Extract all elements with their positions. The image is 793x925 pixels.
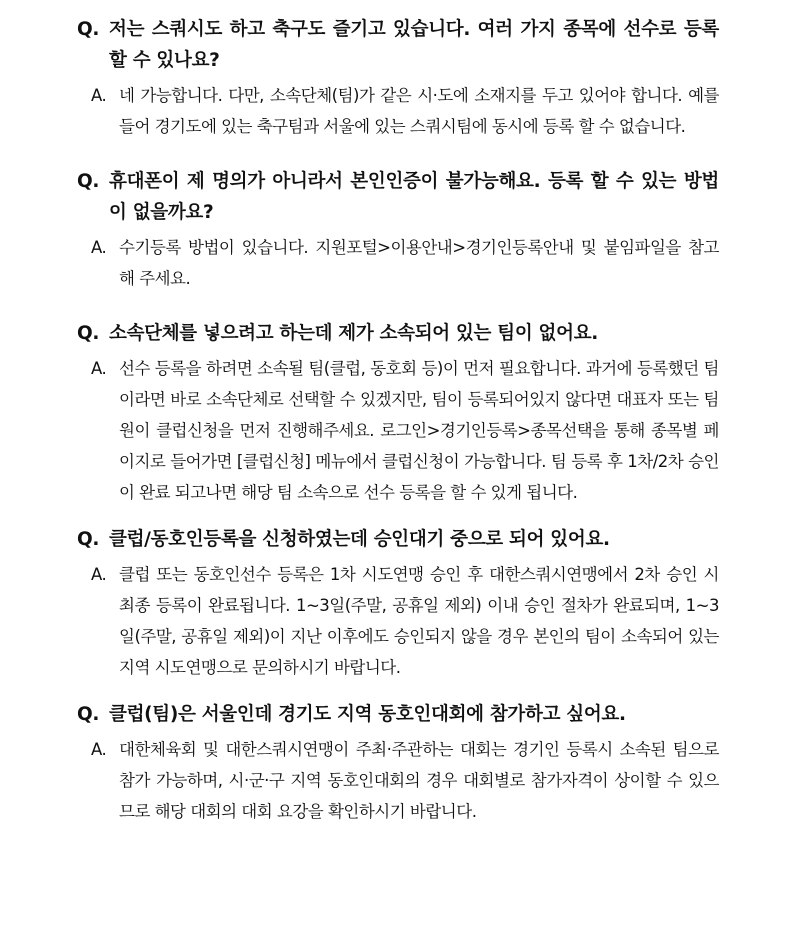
answer-label: A. [91,740,107,759]
faq-answer [91,559,719,683]
faq-answer [91,734,719,827]
question-label: Q. [77,19,100,40]
faq-item [77,699,719,827]
faq-question [77,14,719,76]
question-text: 휴대폰이 제 명의가 아니라서 본인인증이 불가능해요. 등록 할 수 있는 방법이 없을까요? [109,171,719,223]
question-text: 클럽/동호인등록을 신청하였는데 승인대기 중으로 되어 있어요. [109,529,610,550]
faq-item [77,318,719,508]
question-label: Q. [77,323,100,344]
answer-text: 수기등록 방법이 있습니다. 지원포털>이용안내>경기인등록안내 및 붙임파일을 참고해 주세요. [119,238,719,288]
faq-item [77,166,719,294]
faq-question [77,524,719,555]
answer-label: A. [91,565,107,584]
faq-question [77,699,719,730]
faq-answer [91,353,719,508]
faq-answer [91,232,719,294]
question-label: Q. [77,171,100,192]
answer-text: 선수 등록을 하려면 소속될 팀(클럽, 동호회 등)이 먼저 필요합니다. 과거에 등록했던 팀이라면 바로 소속단체로 선택할 수 있겠지만, 팀이 등록되어있지 않다면 대표자 또는 팀원이 클럽신청을 먼저 진행해주세요. 로그인>경기인등록>종목선택을 통해 종목별 페이지로 들어가면 [클럽신청] 메뉴에서 클럽신청이 가능합니다. 팀 등록 후 1차/2차 승인이 완료 되고나면 해당 팀 소속으로 선수 등록을 할 수 있게 됩니다. [119,359,719,502]
answer-label: A. [91,238,107,257]
question-label: Q. [77,704,100,725]
answer-text: 대한체육회 및 대한스쿼시연맹이 주최·주관하는 대회는 경기인 등록시 소속된 팀으로 참가 가능하며, 시·군·구 지역 동호인대회의 경우 대회별로 참가자격이 상이할 수 있으므로 해당 대회의 대회 요강을 확인하시기 바랍니다. [119,740,719,821]
faq-item [77,14,719,142]
faq-answer [91,80,719,142]
answer-label: A. [91,359,107,378]
answer-text: 클럽 또는 동호인선수 등록은 1차 시도연맹 승인 후 대한스쿼시연맹에서 2차 승인 시 최종 등록이 완료됩니다. 1~3일(주말, 공휴일 제외) 이내 승인 절차가 완료되며, 1~3일(주말, 공휴일 제외)이 지난 이후에도 승인되지 않을 경우 본인의 팀이 소속되어 있는 지역 시도연맹으로 문의하시기 바랍니다. [119,565,719,677]
question-text: 클럽(팀)은 서울인데 경기도 지역 동호인대회에 참가하고 싶어요. [109,704,626,725]
question-text: 저는 스쿼시도 하고 축구도 즐기고 있습니다. 여러 가지 종목에 선수로 등록 할 수 있나요? [109,19,719,71]
question-text: 소속단체를 넣으려고 하는데 제가 소속되어 있는 팀이 없어요. [109,323,598,344]
faq-list [77,14,719,827]
answer-label: A. [91,86,107,105]
question-label: Q. [77,529,100,550]
answer-text: 네 가능합니다. 다만, 소속단체(팀)가 같은 시·도에 소재지를 두고 있어야 합니다. 예를 들어 경기도에 있는 축구팀과 서울에 있는 스쿼시팀에 동시에 등록 할 수 없습니다. [119,86,719,136]
faq-question [77,166,719,228]
faq-question [77,318,719,349]
faq-item [77,524,719,683]
